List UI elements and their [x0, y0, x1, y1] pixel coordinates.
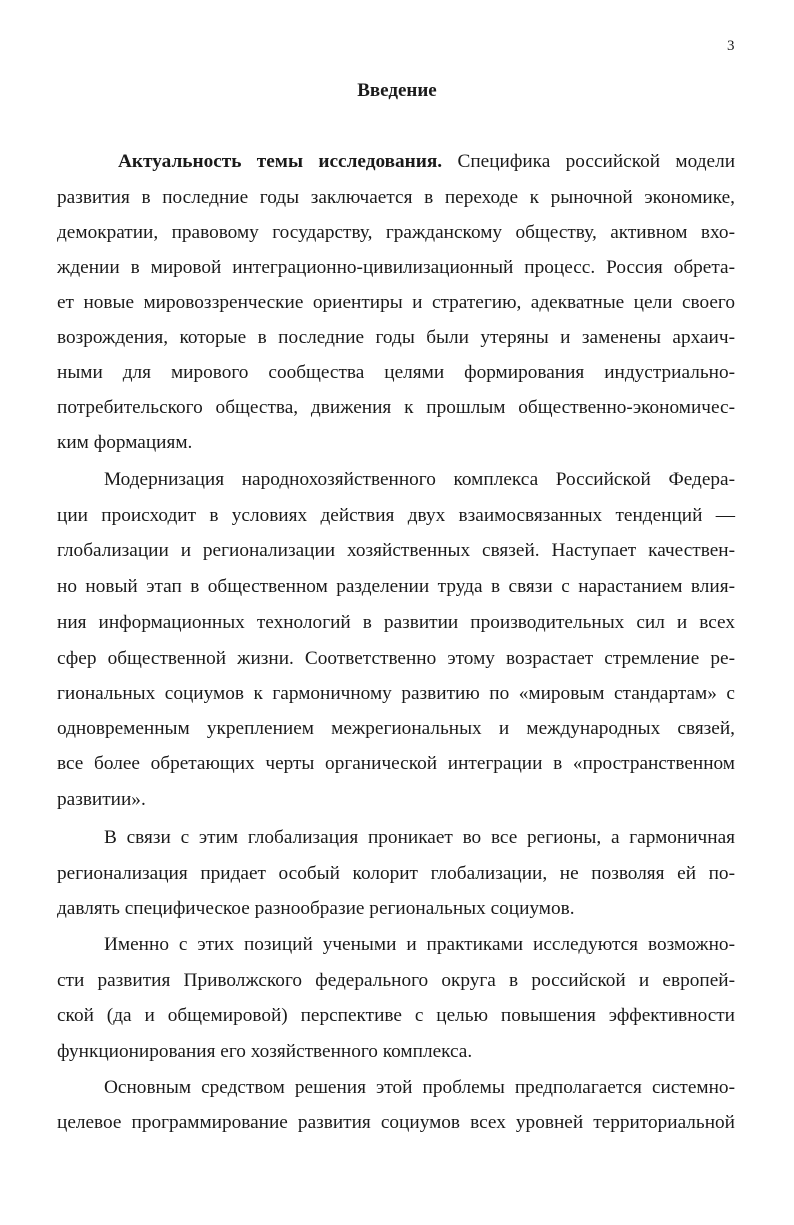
paragraph-line: [118, 150, 735, 174]
paragraph-line: регионализация придает особый колорит глобализации, не позволяя ей по-: [57, 863, 735, 884]
paragraph-line: развития в последние годы заключается в переходе к рыночной экономике,: [57, 187, 735, 208]
paragraph-line: но новый этап в общественном разделении труда в связи с нарастанием влия-: [57, 576, 735, 597]
paragraph-line: ными для мирового сообщества целями формирования индустриально-: [57, 362, 735, 383]
paragraph-line: сти развития Приволжского федерального округа в российской и европей-: [57, 970, 735, 991]
paragraph-line: ет новые мировоззренческие ориентиры и стратегию, адекватные цели своего: [57, 292, 735, 313]
paragraph-line: Основным средством решения этой проблемы предполагается системно-: [104, 1077, 735, 1098]
page-number: 3: [727, 38, 735, 54]
paragraph-line: Модернизация народнохозяйственного комплекса Российской Федера-: [104, 469, 735, 490]
paragraph-line: ской (да и общемировой) перспективе с целью повышения эффективности: [57, 1005, 735, 1026]
paragraph-line: одновременным укреплением межрегиональных и международных связей,: [57, 718, 735, 739]
paragraph-line: глобализации и регионализации хозяйственных связей. Наступает качествен-: [57, 540, 735, 561]
paragraph-line: гиональных социумов к гармоничному развитию по «мировым стандартам» с: [57, 683, 735, 704]
paragraph-text: Специфика российской модели: [442, 151, 736, 172]
paragraph-line: развитии».: [57, 789, 146, 810]
paragraph-line: функционирования его хозяйственного комплекса.: [57, 1041, 473, 1062]
paragraph-line: ния информационных технологий в развитии производительных сил и всех: [57, 612, 735, 633]
lead-phrase: Актуальность темы исследования.: [118, 151, 443, 172]
paragraph-line: демократии, правовому государству, гражданскому обществу, активном вхо-: [57, 222, 735, 243]
paragraph-line: все более обретающих черты органической интеграции в «пространственном: [57, 753, 735, 774]
paragraph-line: ждении в мировой интеграционно-цивилизационный процесс. Россия обрета-: [57, 257, 735, 278]
paragraph-line: ким формациям.: [57, 432, 193, 453]
paragraph-line: ции происходит в условиях действия двух взаимосвязанных тенденций —: [57, 505, 735, 526]
paragraph-line: давлять специфическое разнообразие региональных социумов.: [57, 898, 575, 919]
paragraph-line: сфер общественной жизни. Соответственно этому возрастает стремление ре-: [57, 648, 735, 669]
paragraph-line: потребительского общества, движения к прошлым общественно-экономичес-: [57, 397, 735, 418]
paragraph-line: возрождения, которые в последние годы были утеряны и заменены архаич-: [57, 327, 735, 348]
paragraph-line: целевое программирование развития социумов всех уровней территориальной: [57, 1112, 735, 1133]
paragraph-line: В связи с этим глобализация проникает во все регионы, а гармоничная: [104, 827, 735, 848]
paragraph-line: Именно с этих позиций учеными и практиками исследуются возможно-: [104, 934, 735, 955]
page-title: Введение: [357, 80, 437, 101]
